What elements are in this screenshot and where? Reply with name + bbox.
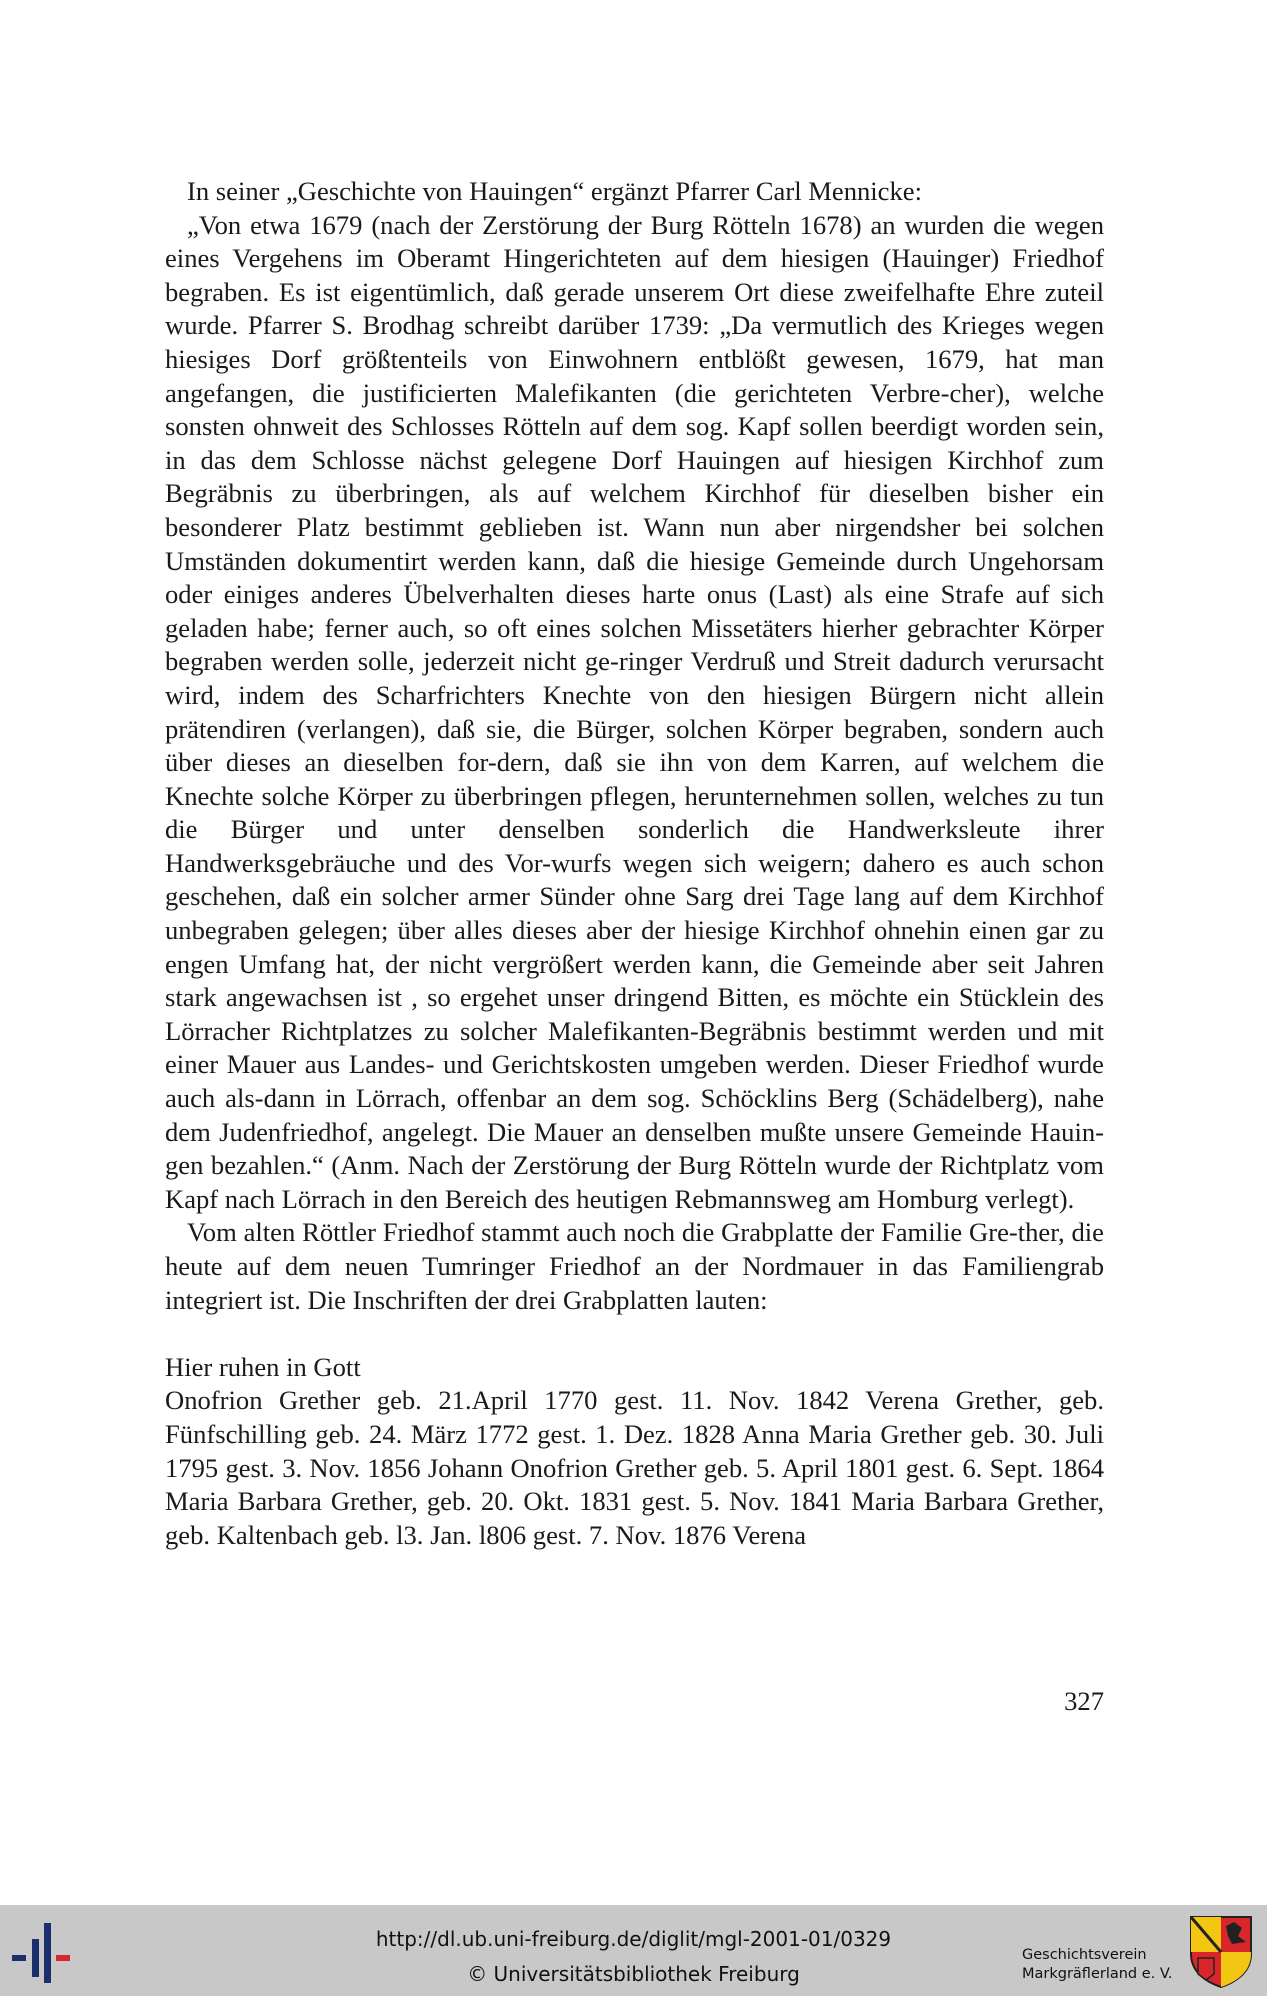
footer-bar xyxy=(0,1905,1267,1996)
coat-of-arms-icon[interactable] xyxy=(1188,1914,1254,1989)
inscription-heading: Hier ruhen in Gott xyxy=(165,1351,361,1382)
society-name xyxy=(1022,1946,1173,1984)
society-name-line1: Geschichtsverein xyxy=(1022,1947,1147,1963)
intro-paragraph: In seiner „Geschichte von Hauingen“ ergänzt Pfarrer Carl Mennicke: xyxy=(187,176,922,206)
footer-copyright: © Universitätsbibliothek Freiburg xyxy=(467,1962,800,1986)
society-name-line2: Markgräflerland e. V. xyxy=(1022,1966,1173,1982)
footer-url-link[interactable]: http://dl.ub.uni-freiburg.de/diglit/mgl-2001-01/0329 xyxy=(375,1927,892,1951)
paragraph-gap xyxy=(165,1317,1104,1351)
inscription-text: Onofrion Grether geb. 21.April 1770 gest. 11. Nov. 1842 Verena Grether, geb. Fünfschilling geb. 24. März 1772 gest. 1. Dez. 1828 Anna Maria Grether geb. 30. Juli 1795 gest. 3. Nov. 1856 Johann Onofrion Grether geb. 5. April 1801 gest. 6. Sept. 1864 Maria Barbara Grether, geb. 20. Okt. 1831 gest. 5. Nov. 1841 Maria Barbara Grether, geb. Kaltenbach geb. l3. Jan. l806 gest. 7. Nov. 1876 Verena xyxy=(165,1385,1104,1550)
quote-paragraph: „Von etwa 1679 (nach der Zerstörung der Burg Rötteln 1678) an wurden die wegen eines Vergehens im Oberamt Hingerichteten auf dem hiesigen (Hauinger) Friedhof begraben. Es ist eigentümlich, daß gerade unserem Ort diese zweifelhafte Ehre zuteil wurde. Pfarrer S. Brodhag schreibt darüber 1739: „Da vermutlich des Krieges wegen hiesiges Dorf größtenteils von Einwohnern entblößt gewesen, 1679, hat man angefangen, die justificierten Malefikanten (die gerichteten Verbre-cher), welche sonsten ohnweit des Schlosses Rötteln auf dem sog. Kapf sollen beerdigt worden sein, in das dem Schlosse nächst gelegene Dorf Hauingen auf hiesigen Kirchhof zum Begräbnis zu überbringen, als auf welchem Kirchhof für dieselben bisher ein besonderer Platz bestimmt geblieben ist. Wann nun aber nirgendsher bei solchen Umständen dokumentirt werden kann, daß die hiesige Gemeinde durch Ungehorsam oder einiges anderes Übelverhalten dieses harte onus (Last) als eine Strafe auf sich geladen habe; ferner auch, so oft eines solchen Missetäters hierher gebrachter Körper begraben werden solle, jederzeit nicht ge-ringer Verdruß und Streit dadurch verursacht wird, indem des Scharfrichters Knechte von den hiesigen Bürgern nicht allein prätendiren (verlangen), daß sie, die Bürger, solchen Körper begraben, sondern auch über dieses an dieselben for-dern, daß sie ihn von dem Karren, auf welchem die Knechte solche Körper zu überbringen pflegen, herunternehmen sollen, welches zu tun die Bürger und unter denselben sonderlich die Handwerksleute ihrer Handwerksgebräuche und des Vor-wurfs wegen sich weigern; dahero es auch schon geschehen, daß ein solcher armer Sünder ohne Sarg drei Tage lang auf dem Kirchhof unbegraben gelegen; über alles dieses aber der hiesige Kirchhof ohnehin einen gar zu engen Umfang hat, der nicht vergrößert werden kann, die Gemeinde aber seit Jahren stark angewachsen ist , so ergehet unser dringend Bitten, es möchte ein Stücklein des Lörracher Richtplatzes zu solcher Malefikanten-Begräbnis bestimmt werden und mit einer Mauer aus Landes- und Gerichtskosten umgeben werden. Dieser Friedhof wurde auch als-dann in Lörrach, offenbar an dem sog. Schöcklins Berg (Schädelberg), nahe dem Judenfriedhof, angelegt. Die Mauer an denselben mußte unsere Gemeinde Hauin-gen bezahlen.“ (Anm. Nach der Zerstörung der Burg Rötteln wurde der Richtplatz vom Kapf nach Lörrach in den Bereich des heutigen Rebmannsweg am Homburg verlegt). xyxy=(165,209,1104,1214)
second-paragraph: Vom alten Röttler Friedhof stammt auch noch die Grabplatte der Familie Gre-ther, die heute auf dem neuen Tumringer Friedhof an der Nordmauer in das Familiengrab integriert ist. Die Inschriften der drei Grabplatten lauten: xyxy=(165,1217,1104,1315)
page-number: 327 xyxy=(1064,1686,1104,1716)
body-text xyxy=(165,175,1104,1552)
